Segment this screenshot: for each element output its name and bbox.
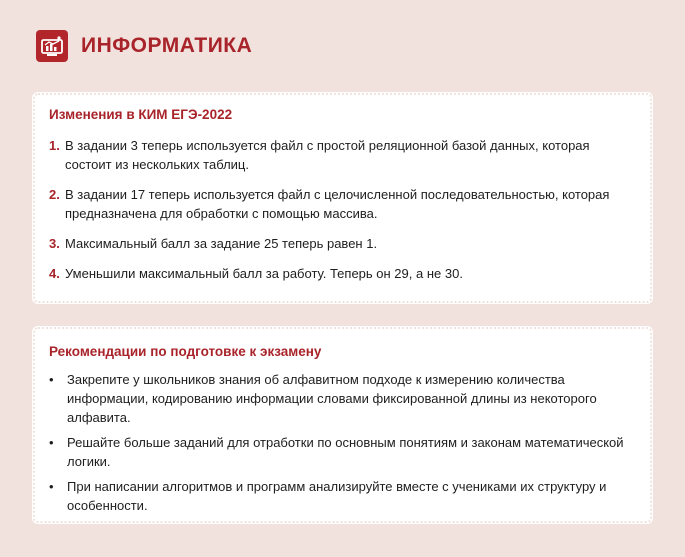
computer-chart-icon bbox=[36, 30, 68, 62]
item-number: 4. bbox=[49, 266, 60, 281]
item-text: При написании алгоритмов и программ анализируйте вместе с учениками их структуру и особенности. bbox=[67, 479, 607, 513]
item-text: Максимальный балл за задание 25 теперь равен 1. bbox=[65, 236, 378, 251]
item-text: Решайте больше заданий для отработки по основным понятиям и законам математической логики. bbox=[67, 435, 624, 469]
item-text: В задании 17 теперь используется файл с целочисленной последовательностью, которая предназначена для обработки с помощью массива. bbox=[65, 187, 610, 221]
header bbox=[36, 28, 252, 64]
list-item bbox=[49, 185, 639, 223]
recommendations-card bbox=[32, 326, 653, 524]
item-number: 1. bbox=[49, 138, 60, 153]
list-item bbox=[49, 370, 644, 427]
item-text: Уменьшили максимальный балл за работу. Теперь он 29, а не 30. bbox=[65, 266, 463, 281]
recommendations-list bbox=[49, 370, 644, 521]
page-title: ИНФОРМАТИКА bbox=[81, 34, 253, 57]
bullet: • bbox=[49, 372, 54, 387]
changes-card bbox=[32, 92, 653, 304]
list-item bbox=[49, 234, 639, 253]
list-item bbox=[49, 433, 644, 471]
bullet: • bbox=[49, 479, 54, 494]
bullet: • bbox=[49, 435, 54, 450]
list-item bbox=[49, 136, 639, 174]
list-item bbox=[49, 264, 639, 283]
changes-title: Изменения в КИМ ЕГЭ-2022 bbox=[49, 107, 233, 122]
item-number: 2. bbox=[49, 187, 60, 202]
item-text: В задании 3 теперь используется файл с простой реляционной базой данных, которая состоит из нескольких таблиц. bbox=[65, 138, 590, 172]
list-item bbox=[49, 477, 644, 515]
recommendations-title: Рекомендации по подготовке к экзамену bbox=[49, 344, 322, 359]
item-number: 3. bbox=[49, 236, 60, 251]
item-text: Закрепите у школьников знания об алфавитном подходе к измерению количества информации, кодированию информации словами фиксированной длины из некоторого алфавита. bbox=[67, 372, 597, 425]
changes-list bbox=[49, 136, 639, 294]
